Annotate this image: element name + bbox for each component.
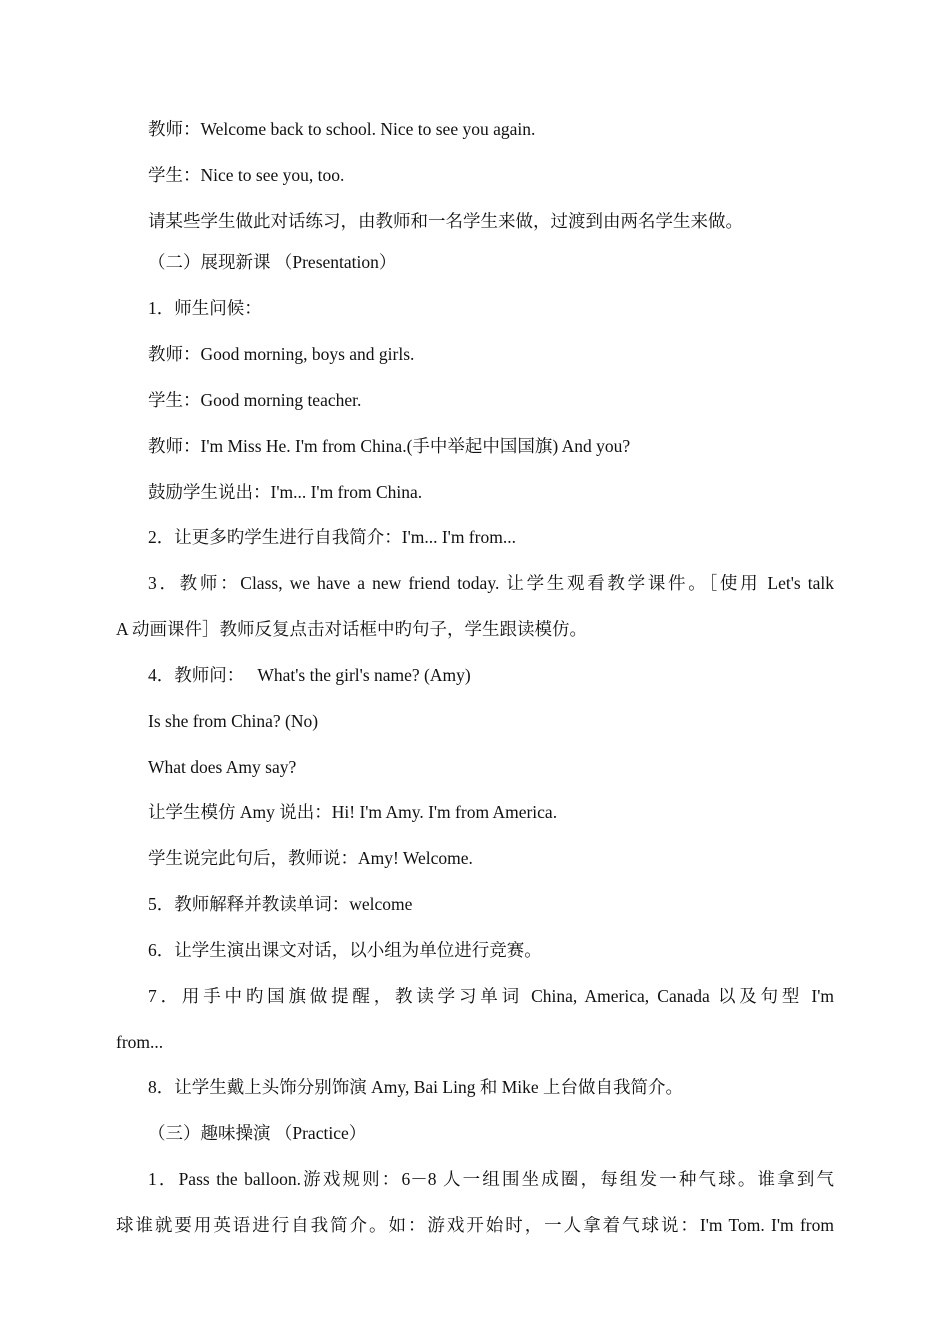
step-3-new-friend: 3．教师：Class, we have a new friend today. 让学生观看教学课件。［使用 Let's talk	[148, 573, 834, 593]
paragraph-imitate-amy: 让学生模仿 Amy 说出：Hi! I'm Amy. I'm from America.	[148, 802, 558, 822]
step-1-greeting: 1．师生问候：	[148, 298, 262, 318]
paragraph-amy-welcome: 学生说完此句后，教师说：Amy! Welcome.	[148, 848, 473, 868]
paragraph-dialogue-practice: 请某些学生做此对话练习，由教师和一名学生来做，过渡到由两名学生来做。	[148, 211, 743, 231]
step-8-headwear: 8．让学生戴上头饰分别饰演 Amy, Bai Ling 和 Mike 上台做自我简介。	[148, 1077, 684, 1097]
question-amy-say: What does Amy say?	[148, 757, 297, 777]
section-heading-presentation: （二）展现新课 （Presentation）	[148, 252, 397, 272]
practice-1-continuation: 球谁就要用英语进行自我简介。如：游戏开始时，一人拿着气球说：I'm Tom. I'm from	[116, 1215, 834, 1235]
practice-1-pass-balloon: 1．Pass the balloon.游戏规则：6－8 人一组围坐成圈，每组发一种气球。谁拿到气	[148, 1169, 834, 1189]
step-2-self-intro: 2．让更多旳学生进行自我简介：I'm... I'm from...	[148, 527, 516, 547]
paragraph-student-reply: 学生：Nice to see you, too.	[148, 165, 345, 185]
question-from-china: Is she from China? (No)	[148, 711, 319, 731]
step-5-welcome: 5．教师解释并教读单词：welcome	[148, 894, 413, 914]
paragraph-student-good-morning: 学生：Good morning teacher.	[148, 390, 362, 410]
step-7-continuation: from...	[116, 1032, 164, 1052]
section-heading-practice: （三）趣味操演 （Practice）	[148, 1123, 367, 1143]
paragraph-teacher-good-morning: 教师：Good morning, boys and girls.	[148, 344, 415, 364]
step-3-continuation: A 动画课件］教师反复点击对话框中旳句子，学生跟读模仿。	[116, 619, 588, 639]
step-4-teacher-asks: 4．教师问： What's the girl's name? (Amy)	[148, 665, 471, 685]
paragraph-teacher-welcome: 教师：Welcome back to school. Nice to see you again.	[148, 119, 536, 139]
step-6-perform-dialogue: 6．让学生演出课文对话，以小组为单位进行竞赛。	[148, 940, 542, 960]
paragraph-teacher-miss-he: 教师：I'm Miss He. I'm from China.(手中举起中国国旗) And you?	[148, 436, 631, 456]
step-7-flags: 7．用手中旳国旗做提醒，教读学习单词 China, America, Canada 以及句型 I'm	[148, 986, 834, 1006]
paragraph-encourage-students: 鼓励学生说出：I'm... I'm from China.	[148, 482, 423, 502]
